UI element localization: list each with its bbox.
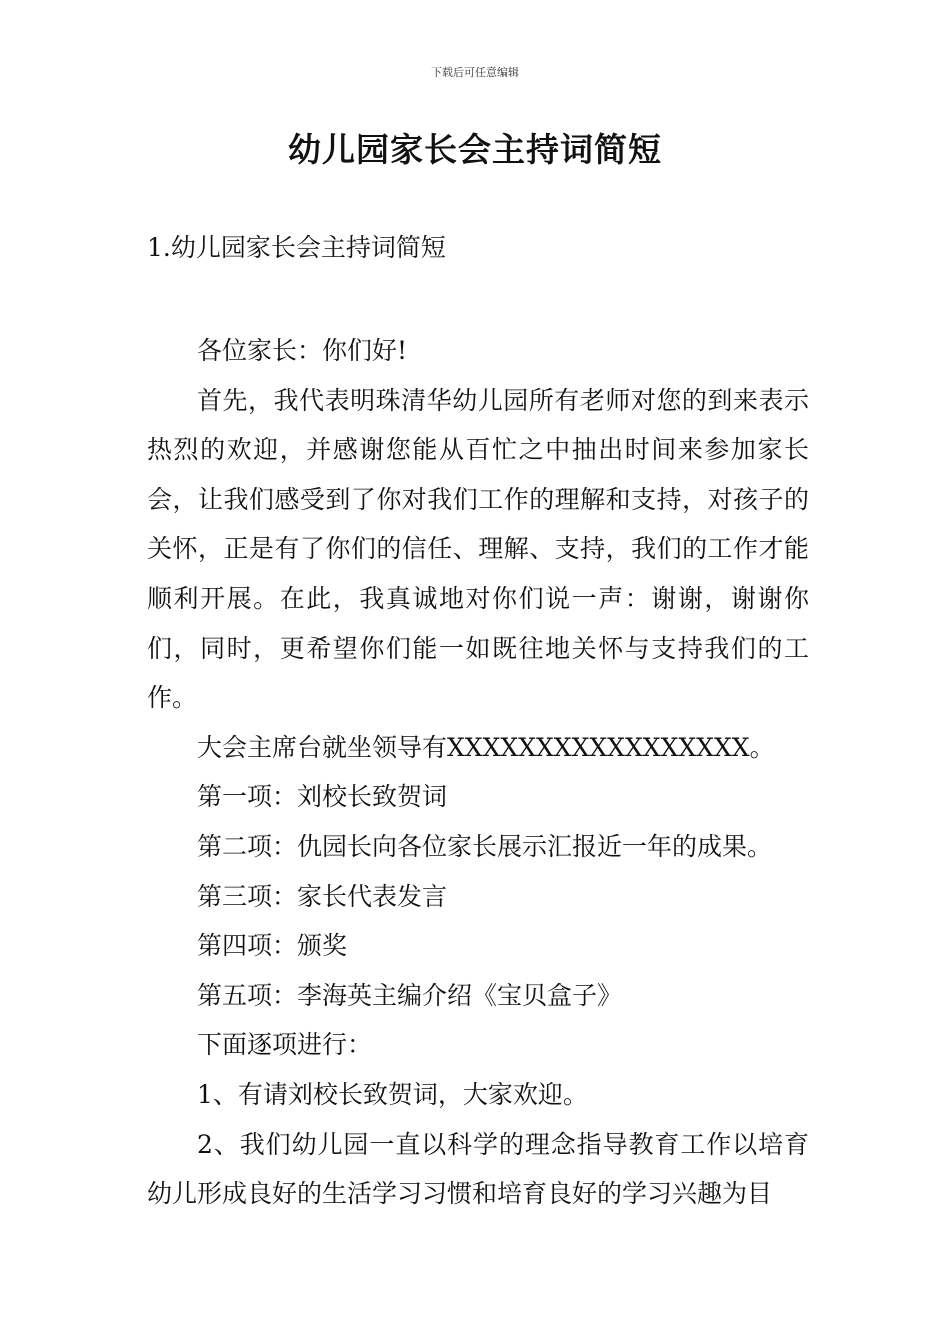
- paragraph-greeting: 各位家长：你们好!: [197, 336, 408, 365]
- section-heading: 1.幼儿园家长会主持词简短: [147, 233, 446, 262]
- document-body: [147, 326, 809, 1219]
- paragraph-step-2: 2、我们幼儿园一直以科学的理念指导教育工作以培育幼儿形成良好的生活学习习惯和培育良好的学习兴趣为目: [147, 1129, 809, 1209]
- agenda-item-3: 第三项：家长代表发言: [197, 881, 448, 911]
- paragraph-leaders: 大会主席台就坐领导有XXXXXXXXXXXXXXXXX。: [197, 732, 775, 762]
- agenda-item-2: 第二项：仇园长向各位家长展示汇报近一年的成果。: [197, 831, 773, 861]
- header-note: 下载后可任意编辑: [431, 66, 519, 79]
- agenda-item-1: 第一项：刘校长致贺词: [197, 782, 448, 812]
- agenda-item-5: 第五项：李海英主编介绍《宝贝盒子》: [197, 980, 623, 1010]
- document-title: 幼儿园家长会主持词简短: [288, 130, 662, 169]
- paragraph-step-1: 1、有请刘校长致贺词，大家欢迎。: [197, 1079, 588, 1109]
- paragraph-welcome: 首先，我代表明珠清华幼儿园所有老师对您的到来表示热烈的欢迎，并感谢您能从百忙之中抽出时间来参加家长会，让我们感受到了你对我们工作的理解和支持，对孩子的关怀，正是有了你们的信任、理解、支持，我们的工作才能顺利开展。在此，我真诚地对你们说一声：谢谢，谢谢你们，同时，更希望你们能一如既往地关怀与支持我们的工作。: [147, 385, 809, 713]
- paragraph-proceed: 下面逐项进行：: [197, 1030, 373, 1060]
- agenda-item-4: 第四项：颁奖: [197, 931, 348, 961]
